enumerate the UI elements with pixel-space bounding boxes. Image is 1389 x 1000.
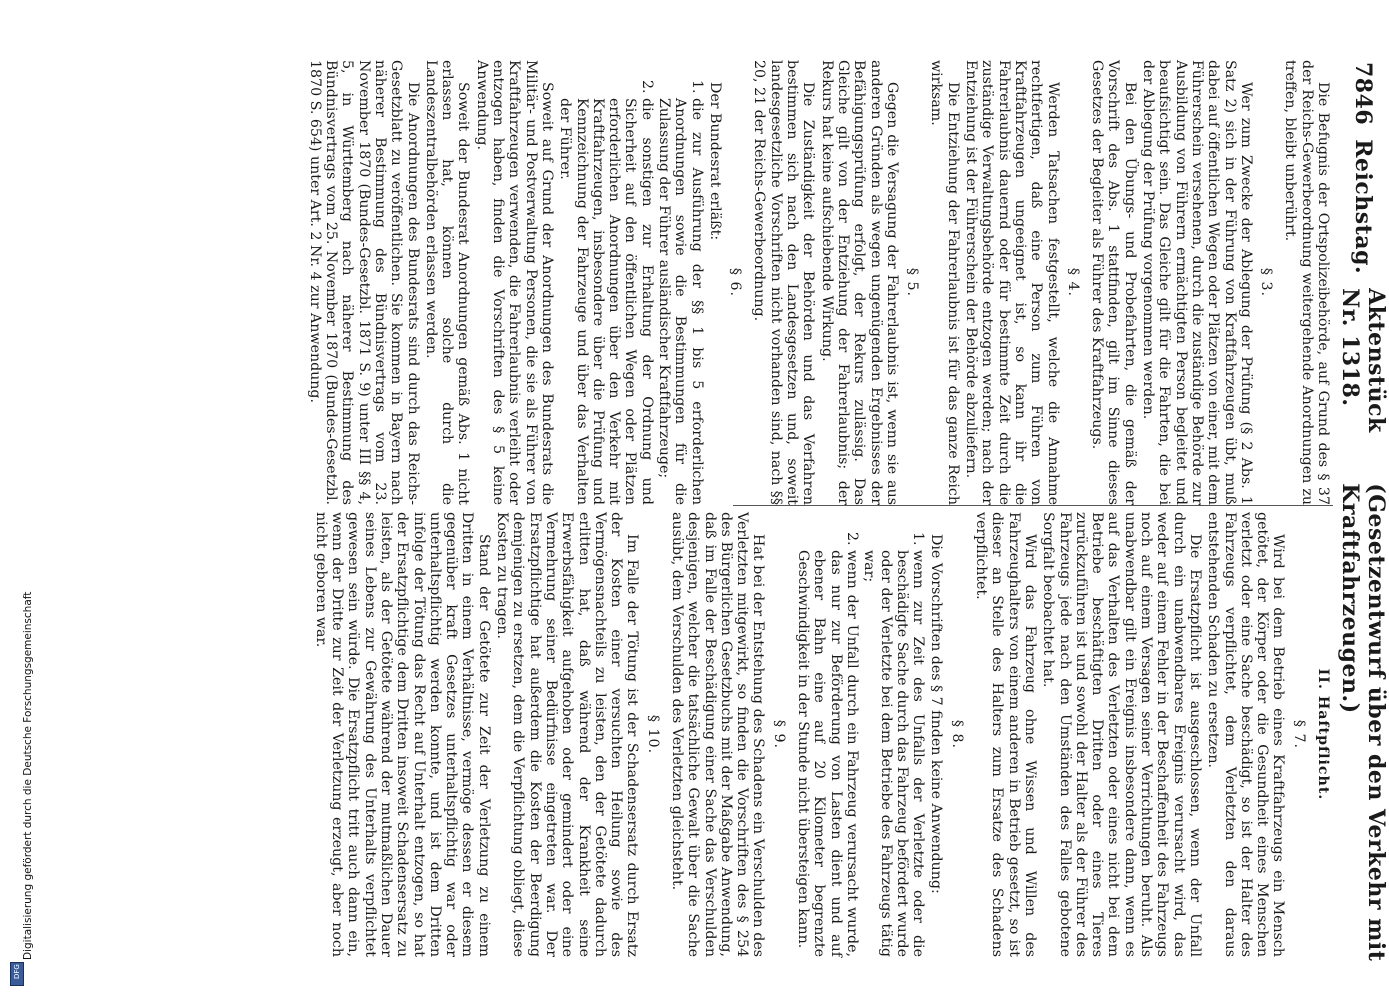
paragraph: Soweit auf Grund der Anordnungen des Bundesrats die Militär- und Postverwaltung Personen, die sie als Führer von Kraftfahrzeugen verwenden, die Fahrerlaubnis verleiht oder entzogen haben, finden die Vorschriften des § 5 keine Anwendung. — [473, 60, 555, 505]
paragraph: Soweit der Bundesrat Anordnungen gemäß Abs. 1 nicht erlassen hat, können solche durch die Landeszentralbehörden erlassen werden. — [422, 60, 472, 505]
intro-paragraph: Die Befugnis der Ortspolizeibehörde, auf Grund des § 37 der Reichs-Gewerbeordnung weitergehende Anordnungen zu treffen, bleibt unberührt. — [1282, 60, 1331, 505]
rotated-page-content — [93, 0, 1389, 1000]
section-heading: § 6. — [727, 267, 744, 298]
paragraph: Gegen die Versagung der Fahrerlaubnis ist, wenn sie aus anderen Gründen als wegen ungenügenden Ergebnisses der Befähigungsprüfung erfolgt, der Rekurs zulässig. Das Gleiche gilt von der Entziehung der Fahrerlaubnis; der Rekurs hat keine aufschiebende Wirkung. — [818, 60, 900, 505]
list-item: 2. wenn der Unfall durch ein Fahrzeug verursacht wurde, das nur zur Beförderung von Lasten dient und auf ebener Bahn eine auf 20 Kilometer begrenzte Geschwindigkeit in der Stunde nicht übersteigen kann. — [795, 550, 860, 957]
right-column — [310, 512, 1331, 957]
paragraph: Wer zum Zwecke der Ablegung der Prüfung (§ 2 Abs. 1 Satz 2) sich in der Führung von Kraftfahrzeugen übt, muß dabei auf öffentlichen Wegen oder Plätzen von einer, mit dem Führerschein versehenen, durch die zuständige Behörde zur Ausbildung von Führern ermächtigten Person begleitet und beaufsichtigt sein. Das Gleiche gilt für die Fahrten, die bei der Ablegung der Prüfung vorgenommen werden. — [1140, 60, 1254, 505]
paragraph: Die Vorschriften des § 7 finden keine Anwendung: — [928, 534, 945, 894]
section-heading: § 9. — [770, 719, 787, 750]
paragraph: Die Ersatzpflicht ist ausgeschlossen, wenn der Unfall durch ein unabwendbares Ereignis verursacht wird, das weder auf einem Fehler in der Beschaffenheit des Fahrzeugs noch auf einem Versagen seiner Verrichtungen beruht. Als unabwendbar gilt ein Ereignis insbesondere dann, wenn es auf das Verhalten des Verletzten oder eines nicht bei dem Betriebe beschäftigten Dritten oder eines Tieres zurückzuführen ist und sowohl der Halter als der Führer des Fahrzeugs jede nach den Umständen des Falles gebotene Sorgfalt beobachtet hat. — [1040, 512, 1203, 957]
header-document: Aktenstück Nr. 1318. — [1337, 288, 1389, 433]
paragraph: Die Entziehung der Fahrerlaubnis ist für das ganze Reich wirksam. — [928, 60, 961, 505]
paragraph: Die Anordnungen des Bundesrats sind durch das Reichs-Gesetzblatt zu veröffentlichen. Sie kommen in Bayern nach näherer Bestimmung des Bündnisvertrags vom 23. November 1870 (Bundes-Gesetzbl. 1871 S. 9) unter III §§ 4, 5, in Württemberg nach näherer Bestimmung des Bündnisvertrags vom 25. November 1870 (Bundes-Gesetzbl. 1870 S. 654) unter Art. 2 Nr. 4 zur Anwendung. — [306, 60, 421, 505]
paragraph: Bei den Übungs- und Probefahrten, die gemäß der Vorschrift des Abs. 1 stattfinden, gilt im Sinne dieses Gesetzes der Begleiter als Führer des Kraftfahrzeugs. — [1089, 60, 1138, 505]
part-heading: II. Haftpflicht. — [1315, 668, 1331, 801]
header-title: (Gesetzentwurf über den Verkehr mit Kraftfahrzeugen.) — [1337, 483, 1389, 962]
column-divider — [733, 505, 1333, 506]
paragraph: Der Bundesrat erläßt: — [706, 82, 723, 241]
section-heading: § 10. — [644, 714, 661, 755]
page-header — [1337, 62, 1389, 962]
section-heading: § 4. — [1064, 267, 1081, 298]
digitization-note: Digitalisierung gefördert durch die Deutsche Forschungsgemeinschaft — [22, 591, 34, 960]
paragraph: Werden Tatsachen festgestellt, welche die Annahme rechtfertigen, daß eine Person zum Führen von Kraftfahrzeugen ungeeignet ist, so kann ihr die Fahrerlaubnis dauernd oder für bestimmte Zeit durch die zuständige Verwaltungsbehörde entzogen werden; nach der Entziehung ist der Führerschein der Behörde abzuliefern. — [963, 60, 1061, 505]
section-heading: § 5. — [904, 267, 921, 298]
dfg-logo-icon: DFG — [10, 962, 24, 986]
section-heading: § 3. — [1258, 267, 1275, 298]
list-item: 1. die zur Ausführung der §§ 1 bis 5 erforderlichen Anordnungen sowie die Bestimmungen für die Zulassung der Führer ausländischer Kraftfahrzeuge; — [656, 98, 705, 505]
section-heading: § 8. — [948, 719, 965, 750]
paragraph: Hat bei der Entstehung des Schadens ein Verschulden des Verletzten mitgewirkt, so finden die Vorschriften des § 254 des Bürgerlichen Gesetzbuchs mit der Maßgabe Anwendung, daß im Falle der Beschädigung einer Sache das Verschulden desjenigen, welcher die tatsächliche Gewalt über die Sache ausübt, dem Verschulden des Verletzten gleichsteht. — [669, 512, 767, 957]
numbered-list — [795, 512, 926, 957]
scanned-page — [40, 0, 1389, 1000]
paragraph: Im Falle der Tötung ist der Schadensersatz durch Ersatz der Kosten einer versuchten Heilung sowie des Vermögensnachteils zu leisten, den der Getötete dadurch erlitten hat, daß während der Krankheit seine Erwerbsfähigkeit aufgehoben oder gemindert oder eine Vermehrung seiner Bedürfnisse eingetreten war. Der Ersatzpflichtige hat außerdem die Kosten der Beerdigung demjenigen zu ersetzen, dem die Verpflichtung obliegt, diese Kosten zu tragen. — [494, 512, 641, 957]
header-source: Reichstag. — [1350, 139, 1376, 275]
section-heading: § 7. — [1290, 719, 1307, 750]
paragraph: Wird bei dem Betrieb eines Kraftfahrzeugs ein Mensch getötet, der Körper oder die Gesundheit eines Menschen verletzt oder eine Sache beschädigt, so ist der Halter des Fahrzeugs verpflichtet, dem Verletzten den daraus entstehenden Schaden zu ersetzen. — [1205, 512, 1287, 957]
paragraph: Wird das Fahrzeug ohne Wissen und Willen des Fahrzeughalters von einem anderen in Betrieb gesetzt, so ist dieser an Stelle des Halters zum Ersatze des Schadens verpflichtet. — [973, 512, 1038, 957]
page-number: 7846 — [1350, 62, 1376, 126]
digitization-footer — [0, 0, 40, 1000]
left-column — [304, 60, 1331, 505]
list-item: 1. wenn zur Zeit des Unfalls der Verletzte oder die beschädigte Sache durch das Fahrzeug befördert wurde oder der Verletzte bei dem Betriebe des Fahrzeugs tätig war; — [861, 550, 926, 957]
paragraph: Stand der Getötete zur Zeit der Verletzung zu einem Dritten in einem Verhältnisse, vermöge dessen er diesem gegenüber kraft Gesetzes unterhaltspflichtig war oder unterhaltspflichtig werden konnte, und ist dem Dritten infolge der Tötung das Recht auf Unterhalt entzogen, so hat der Ersatzpflichtige dem Dritten insoweit Schadensersatz zu leisten, als der Getötete während der mutmaßlichen Dauer seines Lebens zur Gewährung des Unterhalts verpflichtet gewesen sein würde. Die Ersatzpflicht tritt auch dann ein, wenn der Dritte zur Zeit der Verletzung erzeugt, aber noch nicht geboren war. — [312, 512, 492, 957]
numbered-list — [557, 60, 705, 505]
paragraph: Die Zuständigkeit der Behörden und das Verfahren bestimmen sich nach den Landesgesetzen und, soweit landesgesetzliche Vorschriften nicht vorhanden sind, nach §§ 20, 21 der Reichs-Gewerbeordnung. — [751, 60, 817, 505]
list-item: 2. die sonstigen zur Erhaltung der Ordnung und Sicherheit auf den öffentlichen Wegen oder Plätzen erforderlichen Anordnungen über den Verkehr mit Kraftfahrzeugen, insbesondere über die Prüfung und Kennzeichnung der Fahrzeuge und über das Verhalten der Führer. — [557, 98, 655, 505]
